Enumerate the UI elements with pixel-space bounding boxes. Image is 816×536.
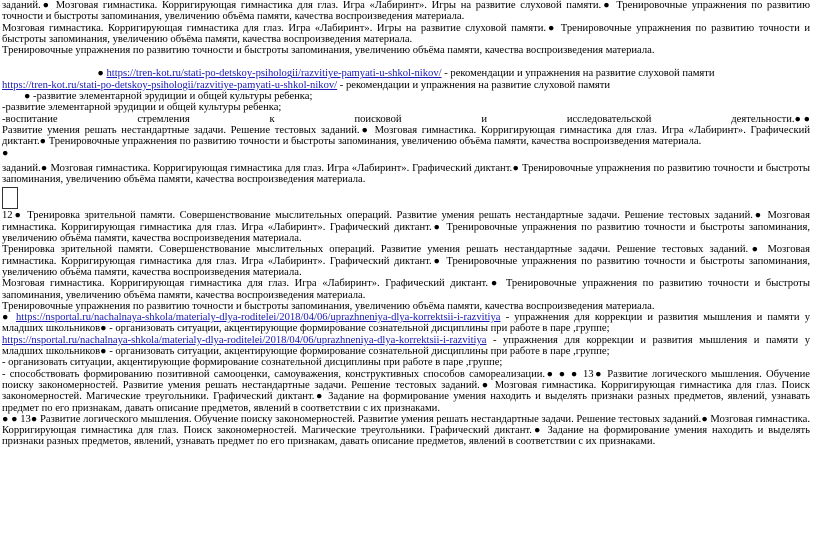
link-description: - упражнения для коррекции и развития мышления и памяти у младших школьников● - организовать ситуации, акцентирующие формирование сознательной дисциплины при работе в паре ,группе;: [2, 312, 811, 335]
paragraph-18: - организовать ситуации, акцентирующие формирование сознательной дисциплины при работе в паре ,группе;: [2, 357, 503, 369]
bullet: ●: [2, 312, 11, 324]
checkbox-frame: [2, 187, 18, 209]
word: поисковой: [354, 113, 402, 125]
word: исследовательской: [566, 113, 652, 125]
paragraph-7: -развитие элементарной эрудиции и общей культуры ребенка;: [2, 102, 282, 114]
paragraph-13: Тренировка зрительной памяти. Совершенствование мыслительных операций. Развитие умения решать нестандартные задачи. Решение тестовых заданий.● Мозговая гимнастика. Корригирующая гимнастика для глаз. Игра «Лабиринт». Графический диктант.● Тренировочные упражнения по развитию точности и быстроты запоминания, увеличению объёма памяти, качества воспроизведения материала.: [2, 244, 810, 278]
word: -воспитание: [2, 113, 58, 125]
paragraph-6: ● -развитие элементарной эрудиции и общей культуры ребенка;: [24, 91, 313, 103]
paragraph-19: - способствовать формированию позитивной самооценки, самоуважения, конструктивных способов самореализации.● ● ● 13● Развитие логического мышления. Обучение поиску закономерностей. Развитие умения решать нестандартные задачи. Решение тестовых заданий.● Мозговая гимнастика. Корригирующая гимнастика для глаз. Поиск закономерностей. Магические треугольники. Графический диктант.● Задание на формирование умения находить и выделять признаки разных предметов, явлений, узнавать предмет по его признакам, давать описание предметов, явлений в соответствии с их признаками.: [2, 368, 810, 414]
paragraph-8: [2, 114, 810, 125]
paragraph-12: 12● Тренировка зрительной памяти. Совершенствование мыслительных операций. Развитие умения решать нестандартные задачи. Решение тестовых заданий.● Мозговая гимнастика. Корригирующая гимнастика для глаз. Игра «Лабиринт». Графический диктант.● Тренировочные упражнения по развитию точности и быстроты запоминания, увеличению объёма памяти, качества воспроизведения материала.: [2, 210, 810, 245]
paragraph-3: Тренировочные упражнения по развитию точности и быстроты запоминания, увеличению объёма памяти, качества воспроизведения материала.: [2, 45, 655, 57]
paragraph-2: Мозговая гимнастика. Корригирующая гимнастика для глаз. Игра «Лабиринт». Игры на развитие слуховой памяти.● Тренировочные упражнения по развитию точности и быстроты запоминания, увеличению объёма памяти, качества воспроизведения материала.: [2, 22, 810, 45]
paragraph-10: ●: [2, 147, 9, 159]
paragraph-4: [2, 68, 810, 79]
link-description: - рекомендации и упражнения на развитие слуховой памяти: [337, 79, 611, 91]
paragraph-15: Тренировочные упражнения по развитию точности и быстроты запоминания, увеличению объёма памяти, качества воспроизведения материала.: [2, 300, 655, 312]
paragraph-11: заданий.● Мозговая гимнастика. Корригирующая гимнастика для глаз. Игра «Лабиринт». Графический диктант.● Тренировочные упражнения по развитию точности и быстроты запоминания, увеличению объёма памяти, качества воспроизведения материала.: [2, 162, 810, 186]
bullet: ●: [97, 68, 104, 80]
word: и: [481, 113, 488, 125]
paragraph-16: [2, 312, 810, 335]
paragraph-9: Развитие умения решать нестандартные задачи. Решение тестовых заданий.● Мозговая гимнастика. Корригирующая гимнастика для глаз. Игра «Лабиринт». Графический диктант.● Тренировочные упражнения по развитию точности и быстроты запоминания, увеличению объёма памяти, качества воспроизведения материала.: [2, 124, 810, 148]
tren-kot-link-2[interactable]: https://tren-kot.ru/stati-po-detskoy-psihologii/razvitiye-pamyati-u-shkol-nikov/: [2, 79, 338, 91]
paragraph-20: ● ● 13● Развитие логического мышления. Обучение поиску закономерностей. Развитие умения решать нестандартные задачи. Решение тестовых заданий.● Мозговая гимнастика. Корригирующая гимнастика для глаз. Поиск закономерностей. Магические треугольники. Графический диктант.● Задание на формирование умения находить и выделять признаки разных предметов, явлений, узнавать предмет по его признакам, давать описание предметов, явлений в соответствии с их признаками.: [2, 413, 810, 448]
tren-kot-link[interactable]: https://tren-kot.ru/stati-po-detskoy-psihologii/razvitiye-pamyati-u-shkol-nikov/: [106, 68, 442, 80]
word: стремления: [137, 113, 190, 125]
link-description: - упражнения для коррекции и развития мышления и памяти у младших школьников● - организовать ситуации, акцентирующие формирование сознательной дисциплины при работе в паре ,группе;: [2, 334, 810, 358]
paragraph-5: [2, 80, 810, 91]
nsportal-link-2[interactable]: https://nsportal.ru/nachalnaya-shkola/materialy-dlya-roditelei/2018/04/06/uprazhneniya-dlya-korrektsii-i-razvitiya: [2, 334, 487, 346]
word: деятельности.● ●: [731, 113, 810, 125]
paragraph-17: [2, 335, 810, 358]
paragraph-14: Мозговая гимнастика. Корригирующая гимнастика для глаз. Игра «Лабиринт». Графический диктант.● Тренировочные упражнения по развитию точности и быстроты запоминания, увеличению объёма памяти, качества воспроизведения материала.: [2, 278, 810, 301]
word: к: [269, 113, 275, 125]
link-description: - рекомендации и упражнения на развитие слуховой памяти: [441, 68, 715, 80]
paragraph-1: заданий.● Мозговая гимнастика. Корригирующая гимнастика для глаз. Игра «Лабиринт». Игры на развитие слуховой памяти.● Тренировочные упражнения по развитию точности и быстроты запоминания, увеличению объёма памяти, качества воспроизведения материала.: [2, 0, 810, 23]
nsportal-link[interactable]: https://nsportal.ru/nachalnaya-shkola/materialy-dlya-roditelei/2018/04/06/uprazhneniya-dlya-korrektsii-i-razvitiya: [16, 312, 501, 324]
